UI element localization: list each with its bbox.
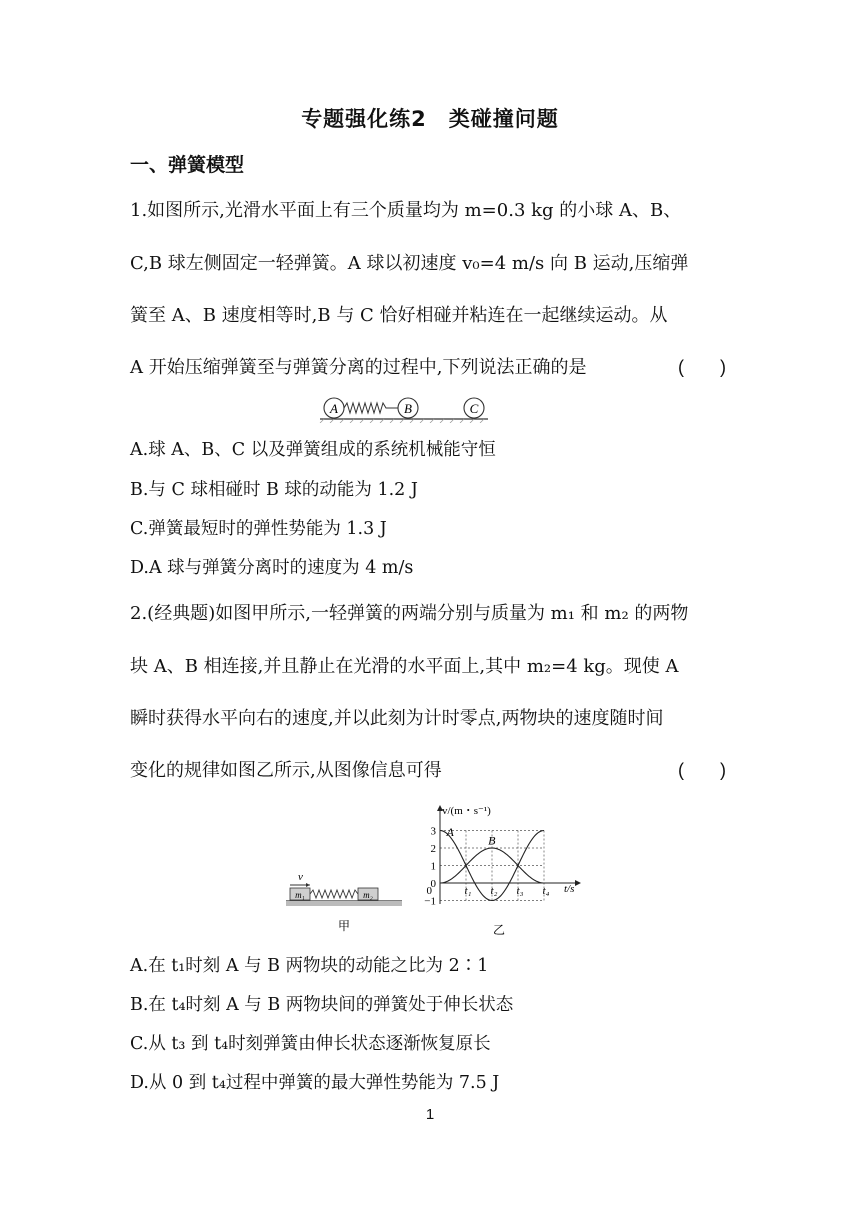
q1-option-d: D.A 球与弹簧分离时的速度为 4 m/s <box>130 558 414 578</box>
y-tick-label: 3 <box>430 825 436 838</box>
q2-option-c: C.从 t₃ 到 t₄时刻弹簧由伸长状态逐渐恢复原长 <box>130 1034 491 1054</box>
section-heading-spring-model: 一、弹簧模型 <box>130 154 245 176</box>
y-tick-label: 2 <box>430 843 436 855</box>
q2-figure-jia <box>284 866 404 936</box>
q1-option-c: C.弹簧最短时的弹性势能为 1.3 J <box>130 519 387 539</box>
ground <box>286 901 402 906</box>
page-title: 专题强化练2 类碰撞问题 <box>301 107 559 131</box>
y-tick-label: 0 <box>430 878 436 890</box>
velocity-label: v <box>298 871 303 883</box>
q1-option-b: B.与 C 球相碰时 B 球的动能为 1.2 J <box>130 480 418 500</box>
ball-c-label: C <box>469 401 479 416</box>
q1-line-3: 簧至 A、B 速度相等时,B 与 C 恰好相碰并粘连在一起继续运动。从 <box>130 305 668 326</box>
q1-ball-spring-figure <box>318 393 490 423</box>
q1-line-2: C,B 球左侧固定一轻弹簧。A 球以初速度 v₀=4 m/s 向 B 运动,压缩弹 <box>130 253 689 274</box>
q1-answer-bracket: ( ) <box>678 357 726 377</box>
block-m1-label: m₁ <box>295 890 305 900</box>
ball-b-label: B <box>404 401 412 416</box>
x-axis-label: t/s <box>564 883 575 895</box>
y-tick-label: −1 <box>424 895 436 908</box>
series-a-label: A <box>446 824 454 839</box>
q2-answer-bracket: ( ) <box>678 760 726 780</box>
block-m2-label: m₂ <box>363 890 373 900</box>
spring <box>310 890 358 898</box>
figure-yi-caption: 乙 <box>492 923 506 937</box>
x-tick-label: t₁ <box>464 885 472 897</box>
y-tick-label: 1 <box>430 860 436 873</box>
x-tick-label: t₄ <box>542 885 550 897</box>
series-b-label: B <box>488 833 496 848</box>
page-number: 1 <box>425 1106 435 1123</box>
figure-jia-caption: 甲 <box>337 919 351 933</box>
q2-vt-graph <box>418 800 598 940</box>
q1-line-4: A 开始压缩弹簧至与弹簧分离的过程中,下列说法正确的是 <box>130 357 587 378</box>
q2-option-b: B.在 t₄时刻 A 与 B 两物块间的弹簧处于伸长状态 <box>130 995 514 1015</box>
x-tick-label: 0 <box>426 885 432 897</box>
spring <box>344 403 398 413</box>
q2-option-a: A.在 t₁时刻 A 与 B 两物块的动能之比为 2∶1 <box>130 956 489 976</box>
q2-line-1: 2.(经典题)如图甲所示,一轻弹簧的两端分别与质量为 m₁ 和 m₂ 的两物 <box>130 603 689 624</box>
ball-a-label: A <box>330 401 338 416</box>
q2-line-3: 瞬时获得水平向右的速度,并以此刻为计时零点,两物块的速度随时间 <box>130 708 664 729</box>
q2-line-2: 块 A、B 相连接,并且静止在光滑的水平面上,其中 m₂=4 kg。现使 A <box>130 656 679 677</box>
x-tick-label: t₃ <box>516 885 524 897</box>
x-tick-label: t₂ <box>490 885 498 897</box>
y-axis-label: v/(m・s⁻¹) <box>442 805 491 817</box>
q1-option-a: A.球 A、B、C 以及弹簧组成的系统机械能守恒 <box>130 440 496 460</box>
q2-line-4: 变化的规律如图乙所示,从图像信息可得 <box>130 760 442 781</box>
q2-option-d: D.从 0 到 t₄过程中弹簧的最大弹性势能为 7.5 J <box>130 1073 500 1093</box>
q1-line-1: 1.如图所示,光滑水平面上有三个质量均为 m=0.3 kg 的小球 A、B、 <box>130 200 682 221</box>
